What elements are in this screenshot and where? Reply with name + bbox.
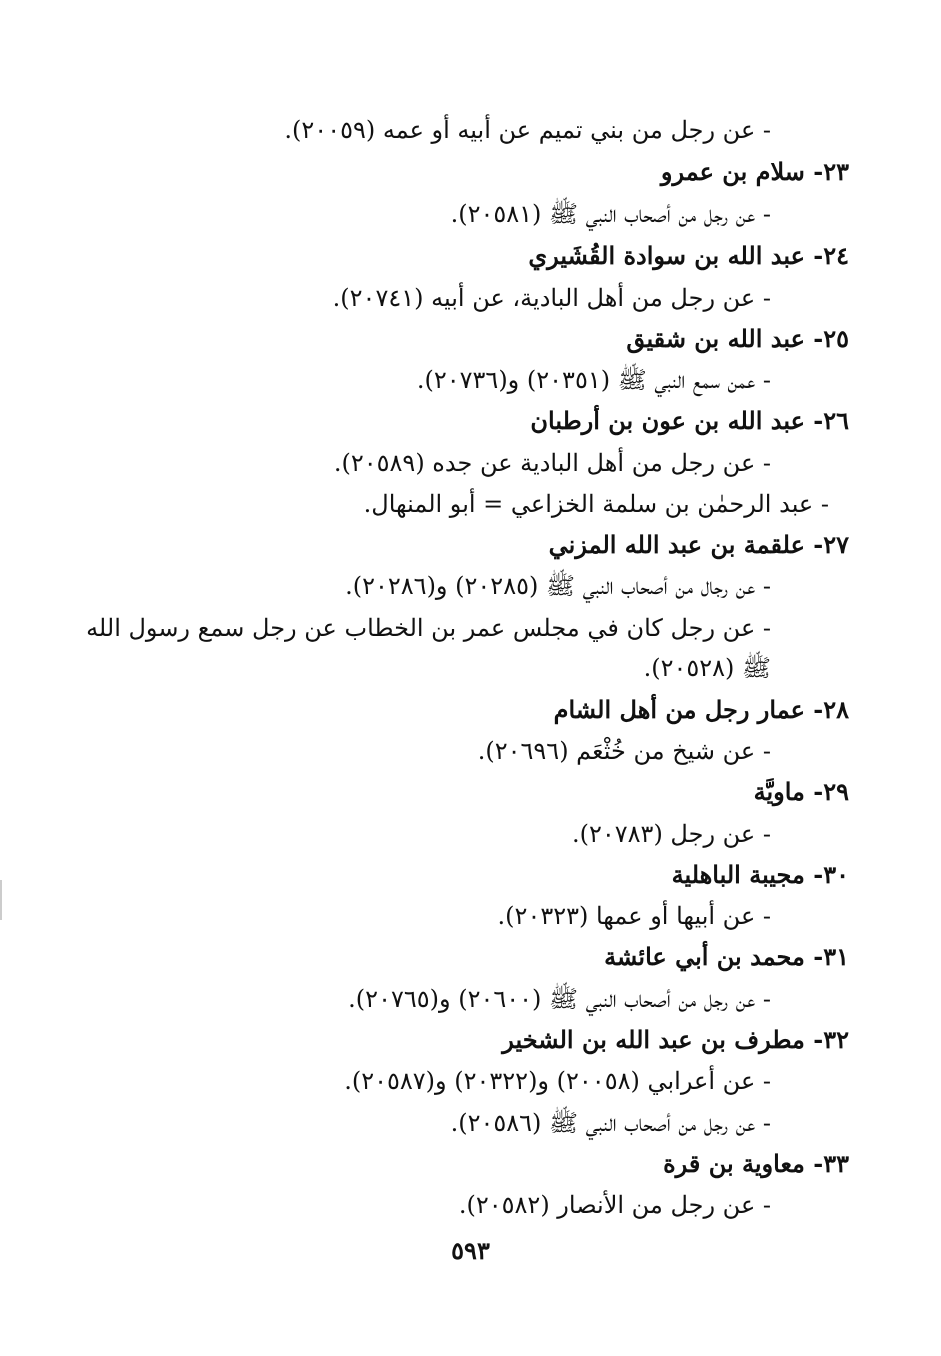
entry-heading: ٢٩- ماويَّة (753, 777, 849, 806)
entry-heading: ٢٥- عبد الله بن شقيق (626, 324, 849, 353)
narration-continuation: ﷺ (٢٠٥٢٨). (643, 654, 771, 682)
narration-line: - عن رجل من أصحاب النبي ﷺ (٢٠٦٠٠) و(٢٠٧٦٥). (348, 985, 771, 1013)
narration-line: - عن رجل من الأنصار (٢٠٥٨٢). (458, 1191, 771, 1219)
narration-line: - عن رجل من أصحاب النبي ﷺ (٢٠٥٨١). (450, 200, 771, 228)
narration-line: - عن شيخ من خُثْعَم (٢٠٦٩٦). (477, 737, 771, 765)
entry-heading: ٢٧- علقمة بن عبد الله المزني (548, 530, 849, 559)
entry-heading: ٢٦- عبد الله بن عون بن أرطبان (530, 406, 849, 435)
entry-heading: ٢٨- عمار رجل من أهل الشام (553, 695, 849, 724)
entry-heading: ٢٤- عبد الله بن سوادة القُشَيري (528, 241, 849, 270)
page-edge-mark (0, 880, 2, 920)
entry-heading: ٢٣- سلام بن عمرو (660, 157, 849, 186)
narration-line: - عمن سمع النبي ﷺ (٢٠٣٥١) و(٢٠٧٣٦). (416, 366, 771, 394)
narration-line: - عن رجل من أصحاب النبي ﷺ (٢٠٥٨٦). (450, 1109, 771, 1137)
narration-line: - عن أعرابي (٢٠٠٥٨) و(٢٠٣٢٢) و(٢٠٥٨٧). (344, 1067, 771, 1095)
narration-line: - عن رجل (٢٠٧٨٣). (571, 820, 771, 848)
narration-line: - عن أبيها أو عمها (٢٠٣٢٣). (497, 902, 771, 930)
narration-line: - عن رجل من أهل البادية عن جده (٢٠٥٨٩). (333, 449, 771, 477)
entry-heading: ٣١- محمد بن أبي عائشة (604, 942, 849, 971)
narration-line: - عن رجل كان في مجلس عمر بن الخطاب عن رجل سمع رسول الله (86, 614, 771, 642)
page-number: ٥٩٣ (451, 1236, 490, 1265)
entry-heading: ٣٣- معاوية بن قرة (663, 1149, 849, 1178)
narration-line: - عن رجل من بني تميم عن أبيه أو عمه (٢٠٠٥٩). (284, 116, 771, 144)
narration-line: - عن رجل من أهل البادية، عن أبيه (٢٠٧٤١). (332, 284, 771, 312)
entry-heading: ٣٠- مجيبة الباهلية (671, 860, 849, 889)
cross-reference-line: - عبد الرحمٰن بن سلمة الخزاعي = أبو المنهال. (363, 490, 829, 518)
narration-line: - عن رجال من أصحاب النبي ﷺ (٢٠٢٨٥) و(٢٠٢٨٦). (345, 572, 771, 600)
entry-heading: ٣٢- مطرف بن عبد الله بن الشخير (502, 1025, 849, 1054)
